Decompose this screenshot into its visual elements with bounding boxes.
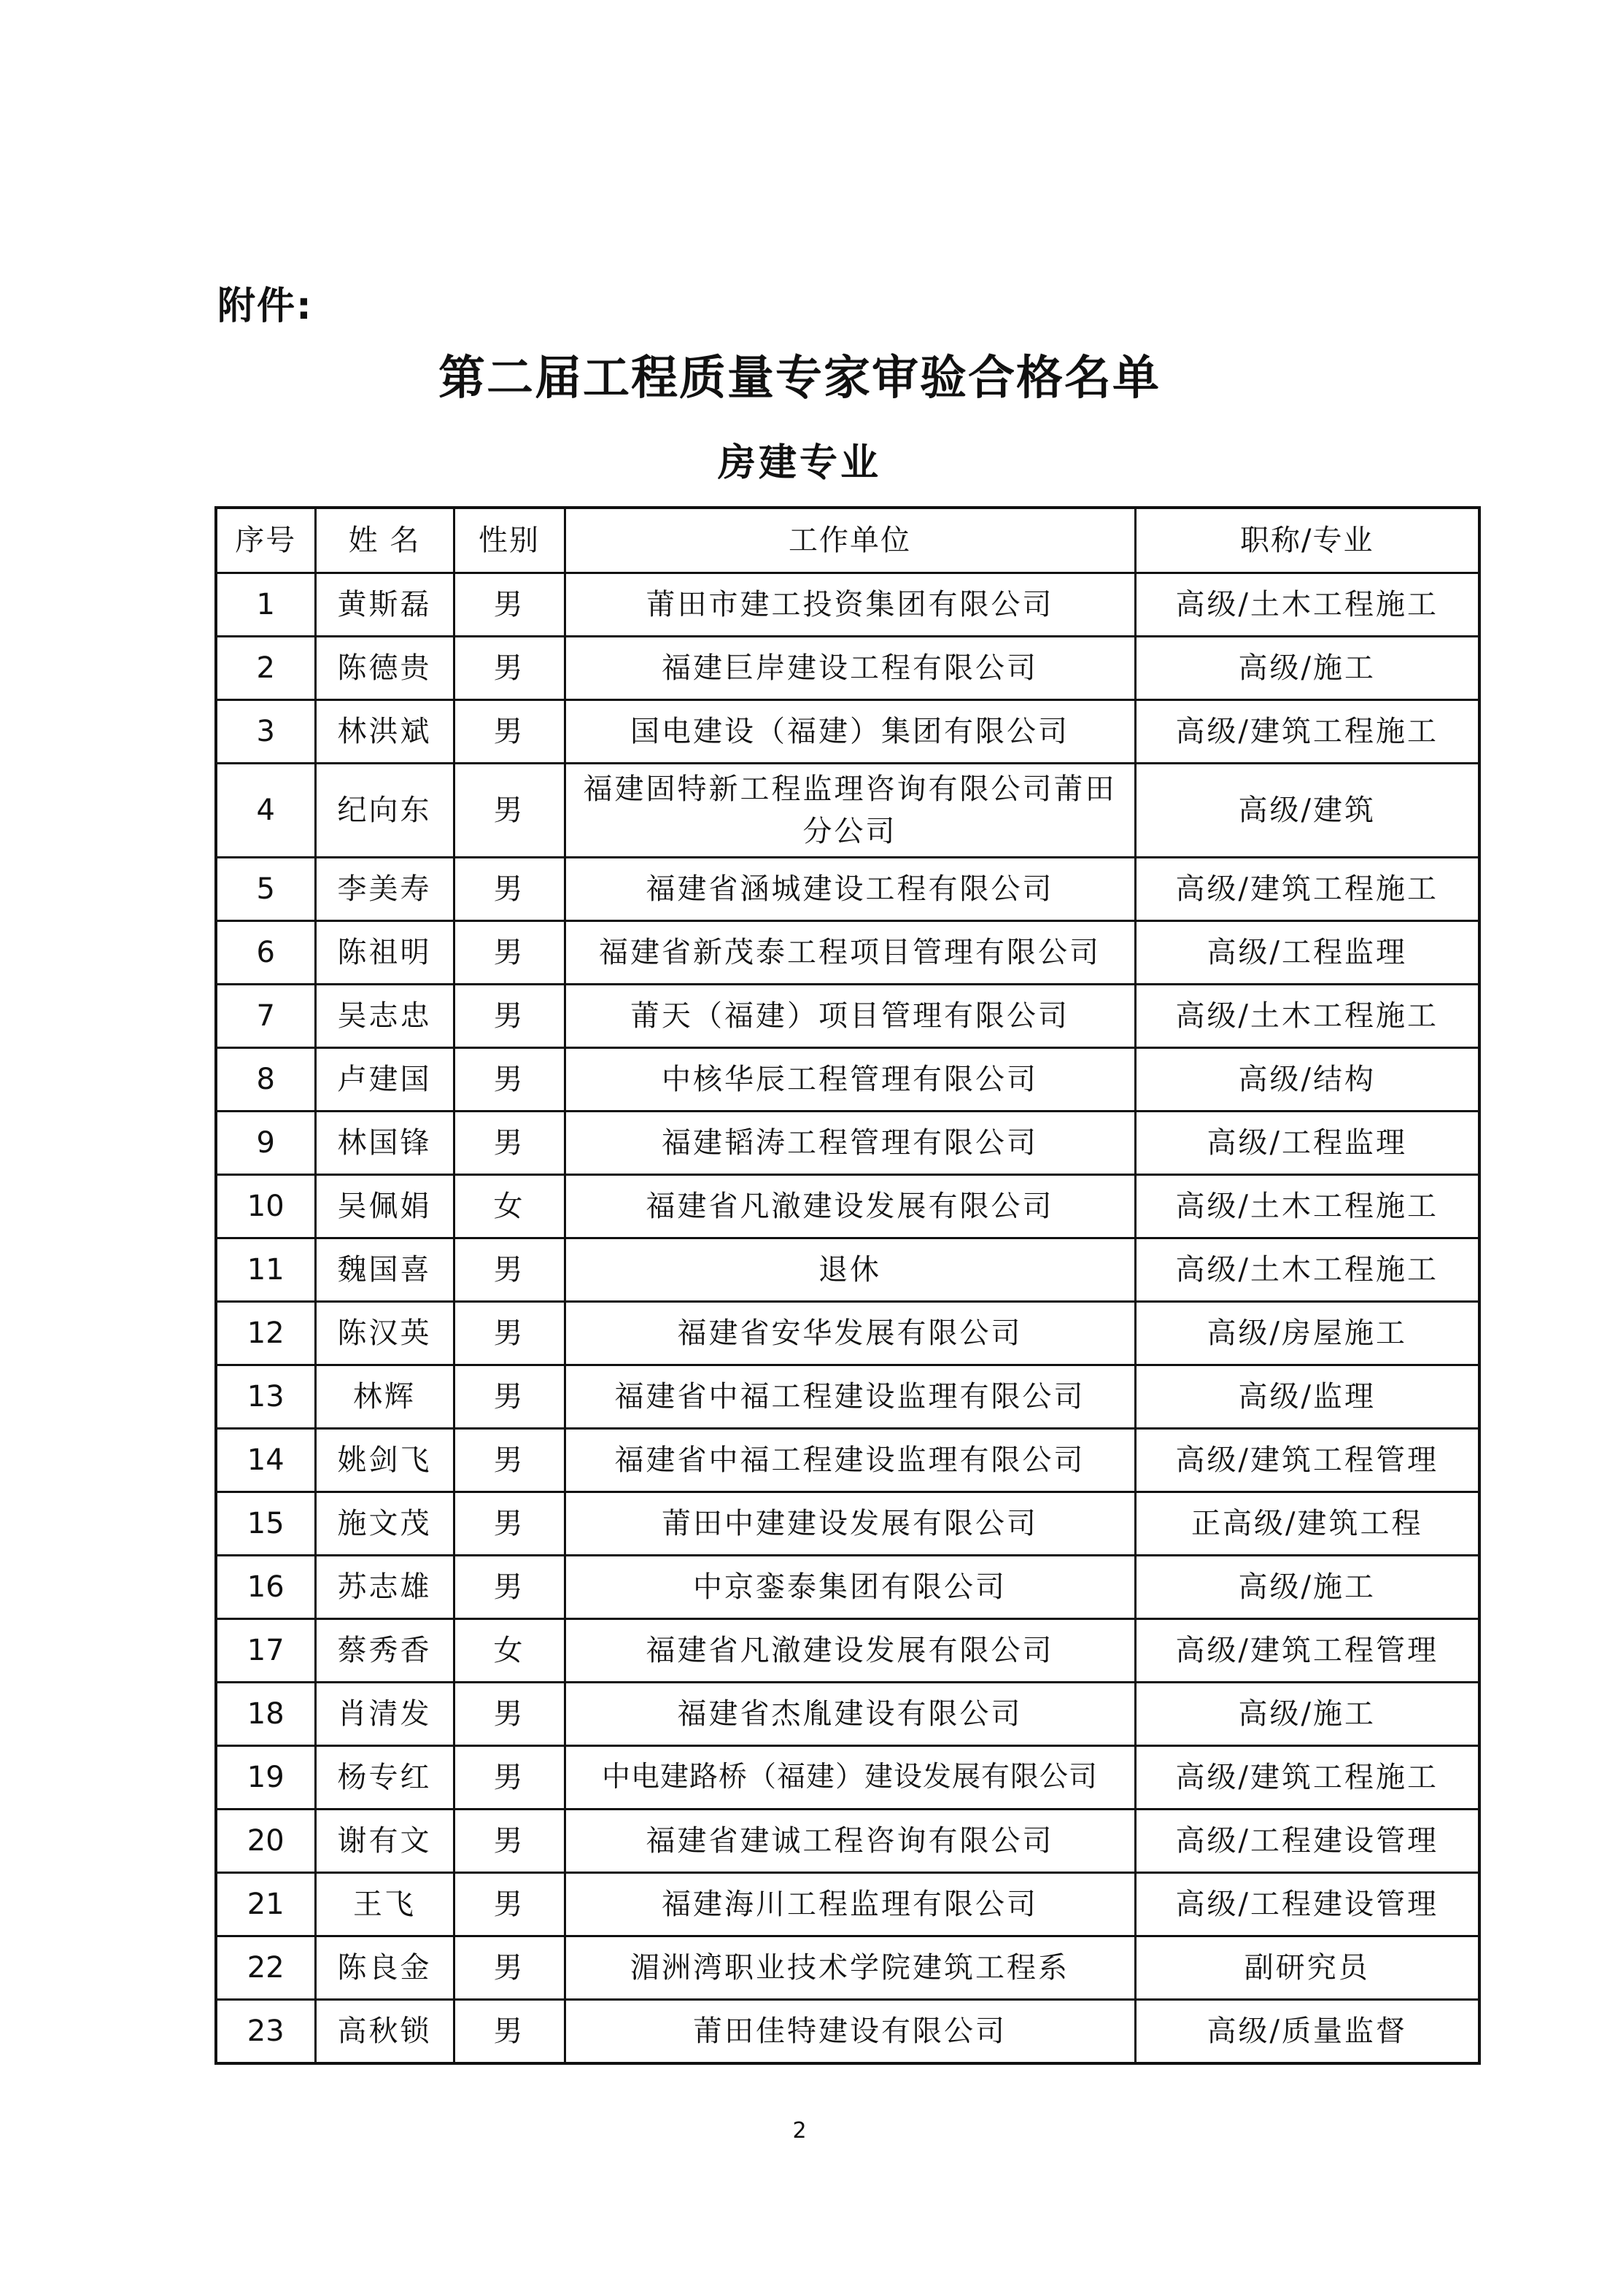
cell-name: 苏志雄 <box>315 1556 454 1619</box>
cell-title-specialty: 高级/建筑工程管理 <box>1135 1619 1479 1683</box>
table-row <box>216 764 1479 858</box>
cell-name: 施文茂 <box>315 1492 454 1556</box>
cell-title-specialty: 高级/工程监理 <box>1135 921 1479 985</box>
cell-gender: 男 <box>454 1238 565 1302</box>
cell-name: 陈汉英 <box>315 1302 454 1365</box>
table-row <box>216 1112 1479 1175</box>
cell-work-unit: 福建省杰胤建设有限公司 <box>565 1683 1135 1746</box>
header-title-specialty: 职称/专业 <box>1135 508 1479 573</box>
cell-work-unit: 中电建路桥（福建）建设发展有限公司 <box>565 1746 1135 1810</box>
cell-gender: 男 <box>454 1492 565 1556</box>
table-row <box>216 1492 1479 1556</box>
header-name: 姓 名 <box>315 508 454 573</box>
table-row <box>216 637 1479 700</box>
cell-serial-number: 7 <box>216 985 315 1048</box>
table-row <box>216 573 1479 637</box>
cell-work-unit: 莆田市建工投资集团有限公司 <box>565 573 1135 637</box>
cell-serial-number: 18 <box>216 1683 315 1746</box>
cell-title-specialty: 高级/工程监理 <box>1135 1112 1479 1175</box>
cell-name: 纪向东 <box>315 764 454 858</box>
cell-serial-number: 13 <box>216 1365 315 1429</box>
cell-title-specialty: 高级/土木工程施工 <box>1135 1175 1479 1238</box>
table-row <box>216 1429 1479 1492</box>
table-row <box>216 921 1479 985</box>
document-subtitle: 房建专业 <box>717 441 881 485</box>
cell-work-unit: 福建省凡澈建设发展有限公司 <box>565 1175 1135 1238</box>
document-title: 第二届工程质量专家审验合格名单 <box>438 352 1161 406</box>
cell-gender: 男 <box>454 1683 565 1746</box>
table-row <box>216 1302 1479 1365</box>
cell-work-unit: 福建省新茂泰工程项目管理有限公司 <box>565 921 1135 985</box>
cell-name: 杨专红 <box>315 1746 454 1810</box>
cell-work-unit: 福建省涵城建设工程有限公司 <box>565 858 1135 921</box>
cell-work-unit: 国电建设（福建）集团有限公司 <box>565 700 1135 764</box>
table-row <box>216 1365 1479 1429</box>
cell-title-specialty: 高级/土木工程施工 <box>1135 985 1479 1048</box>
header-work-unit: 工作单位 <box>565 508 1135 573</box>
cell-name: 卢建国 <box>315 1048 454 1112</box>
table-row <box>216 1238 1479 1302</box>
cell-title-specialty: 高级/建筑工程施工 <box>1135 858 1479 921</box>
cell-serial-number: 11 <box>216 1238 315 1302</box>
cell-serial-number: 21 <box>216 1873 315 1936</box>
cell-title-specialty: 副研究员 <box>1135 1936 1479 2000</box>
cell-serial-number: 5 <box>216 858 315 921</box>
header-serial-number: 序号 <box>216 508 315 573</box>
cell-title-specialty: 高级/建筑工程施工 <box>1135 1746 1479 1810</box>
cell-name: 魏国喜 <box>315 1238 454 1302</box>
cell-name: 吴志忠 <box>315 985 454 1048</box>
table-row <box>216 1683 1479 1746</box>
cell-work-unit: 福建省建诚工程咨询有限公司 <box>565 1810 1135 1873</box>
cell-serial-number: 20 <box>216 1810 315 1873</box>
cell-name: 谢有文 <box>315 1810 454 1873</box>
cell-work-unit: 福建海川工程监理有限公司 <box>565 1873 1135 1936</box>
cell-gender: 男 <box>454 1112 565 1175</box>
cell-serial-number: 12 <box>216 1302 315 1365</box>
table-row <box>216 1175 1479 1238</box>
cell-name: 黄斯磊 <box>315 573 454 637</box>
cell-serial-number: 16 <box>216 1556 315 1619</box>
cell-name: 吴佩娟 <box>315 1175 454 1238</box>
cell-name: 肖清发 <box>315 1683 454 1746</box>
cell-gender: 男 <box>454 1556 565 1619</box>
cell-serial-number: 22 <box>216 1936 315 2000</box>
cell-gender: 男 <box>454 573 565 637</box>
expert-list-table <box>214 506 1481 2065</box>
cell-work-unit: 福建固特新工程监理咨询有限公司莆田分公司 <box>565 764 1135 858</box>
cell-gender: 男 <box>454 1810 565 1873</box>
cell-name: 陈良金 <box>315 1936 454 2000</box>
cell-work-unit: 福建省中福工程建设监理有限公司 <box>565 1429 1135 1492</box>
cell-work-unit: 福建巨岸建设工程有限公司 <box>565 637 1135 700</box>
cell-title-specialty: 高级/监理 <box>1135 1365 1479 1429</box>
cell-gender: 男 <box>454 1302 565 1365</box>
table-row <box>216 700 1479 764</box>
cell-work-unit: 福建省中福工程建设监理有限公司 <box>565 1365 1135 1429</box>
cell-gender: 男 <box>454 921 565 985</box>
cell-serial-number: 3 <box>216 700 315 764</box>
cell-serial-number: 1 <box>216 573 315 637</box>
cell-serial-number: 4 <box>216 764 315 858</box>
cell-title-specialty: 高级/土木工程施工 <box>1135 573 1479 637</box>
cell-name: 蔡秀香 <box>315 1619 454 1683</box>
cell-name: 高秋锁 <box>315 2000 454 2064</box>
cell-work-unit: 湄洲湾职业技术学院建筑工程系 <box>565 1936 1135 2000</box>
table-row <box>216 1873 1479 1936</box>
cell-work-unit: 福建省凡澈建设发展有限公司 <box>565 1619 1135 1683</box>
cell-work-unit: 中京銮泰集团有限公司 <box>565 1556 1135 1619</box>
cell-gender: 男 <box>454 1936 565 2000</box>
cell-gender: 男 <box>454 2000 565 2064</box>
cell-serial-number: 14 <box>216 1429 315 1492</box>
cell-title-specialty: 高级/建筑工程管理 <box>1135 1429 1479 1492</box>
cell-serial-number: 6 <box>216 921 315 985</box>
table-row <box>216 1810 1479 1873</box>
page-number: 2 <box>792 2118 807 2144</box>
cell-title-specialty: 高级/土木工程施工 <box>1135 1238 1479 1302</box>
cell-name: 王飞 <box>315 1873 454 1936</box>
cell-name: 陈德贵 <box>315 637 454 700</box>
cell-title-specialty: 正高级/建筑工程 <box>1135 1492 1479 1556</box>
cell-work-unit: 莆田中建建设发展有限公司 <box>565 1492 1135 1556</box>
cell-gender: 女 <box>454 1175 565 1238</box>
cell-title-specialty: 高级/工程建设管理 <box>1135 1810 1479 1873</box>
cell-work-unit: 中核华辰工程管理有限公司 <box>565 1048 1135 1112</box>
cell-serial-number: 23 <box>216 2000 315 2064</box>
cell-work-unit: 退休 <box>565 1238 1135 1302</box>
cell-work-unit: 福建省安华发展有限公司 <box>565 1302 1135 1365</box>
table-row <box>216 1556 1479 1619</box>
cell-gender: 男 <box>454 1873 565 1936</box>
table-row <box>216 2000 1479 2064</box>
cell-gender: 男 <box>454 858 565 921</box>
attachment-label: 附件: <box>217 284 313 328</box>
cell-serial-number: 10 <box>216 1175 315 1238</box>
cell-gender: 男 <box>454 1429 565 1492</box>
table-row <box>216 1048 1479 1112</box>
cell-title-specialty: 高级/建筑工程施工 <box>1135 700 1479 764</box>
cell-serial-number: 2 <box>216 637 315 700</box>
cell-title-specialty: 高级/质量监督 <box>1135 2000 1479 2064</box>
cell-title-specialty: 高级/施工 <box>1135 637 1479 700</box>
cell-gender: 男 <box>454 1365 565 1429</box>
cell-serial-number: 8 <box>216 1048 315 1112</box>
cell-name: 林国锋 <box>315 1112 454 1175</box>
cell-serial-number: 15 <box>216 1492 315 1556</box>
cell-serial-number: 19 <box>216 1746 315 1810</box>
cell-title-specialty: 高级/房屋施工 <box>1135 1302 1479 1365</box>
cell-title-specialty: 高级/工程建设管理 <box>1135 1873 1479 1936</box>
cell-title-specialty: 高级/建筑 <box>1135 764 1479 858</box>
table-row <box>216 858 1479 921</box>
cell-work-unit: 莆田佳特建设有限公司 <box>565 2000 1135 2064</box>
cell-serial-number: 9 <box>216 1112 315 1175</box>
cell-name: 李美寿 <box>315 858 454 921</box>
cell-gender: 男 <box>454 1746 565 1810</box>
cell-gender: 男 <box>454 764 565 858</box>
cell-serial-number: 17 <box>216 1619 315 1683</box>
cell-gender: 男 <box>454 700 565 764</box>
cell-name: 姚剑飞 <box>315 1429 454 1492</box>
table-row <box>216 1936 1479 2000</box>
cell-title-specialty: 高级/结构 <box>1135 1048 1479 1112</box>
cell-gender: 男 <box>454 1048 565 1112</box>
cell-gender: 男 <box>454 985 565 1048</box>
table-header-row <box>216 508 1479 573</box>
cell-gender: 女 <box>454 1619 565 1683</box>
table-row <box>216 1619 1479 1683</box>
cell-title-specialty: 高级/施工 <box>1135 1556 1479 1619</box>
table-row <box>216 985 1479 1048</box>
cell-name: 陈祖明 <box>315 921 454 985</box>
cell-gender: 男 <box>454 637 565 700</box>
cell-work-unit: 莆天（福建）项目管理有限公司 <box>565 985 1135 1048</box>
header-gender: 性别 <box>454 508 565 573</box>
cell-name: 林辉 <box>315 1365 454 1429</box>
cell-name: 林洪斌 <box>315 700 454 764</box>
table-row <box>216 1746 1479 1810</box>
cell-title-specialty: 高级/施工 <box>1135 1683 1479 1746</box>
cell-work-unit: 福建韬涛工程管理有限公司 <box>565 1112 1135 1175</box>
